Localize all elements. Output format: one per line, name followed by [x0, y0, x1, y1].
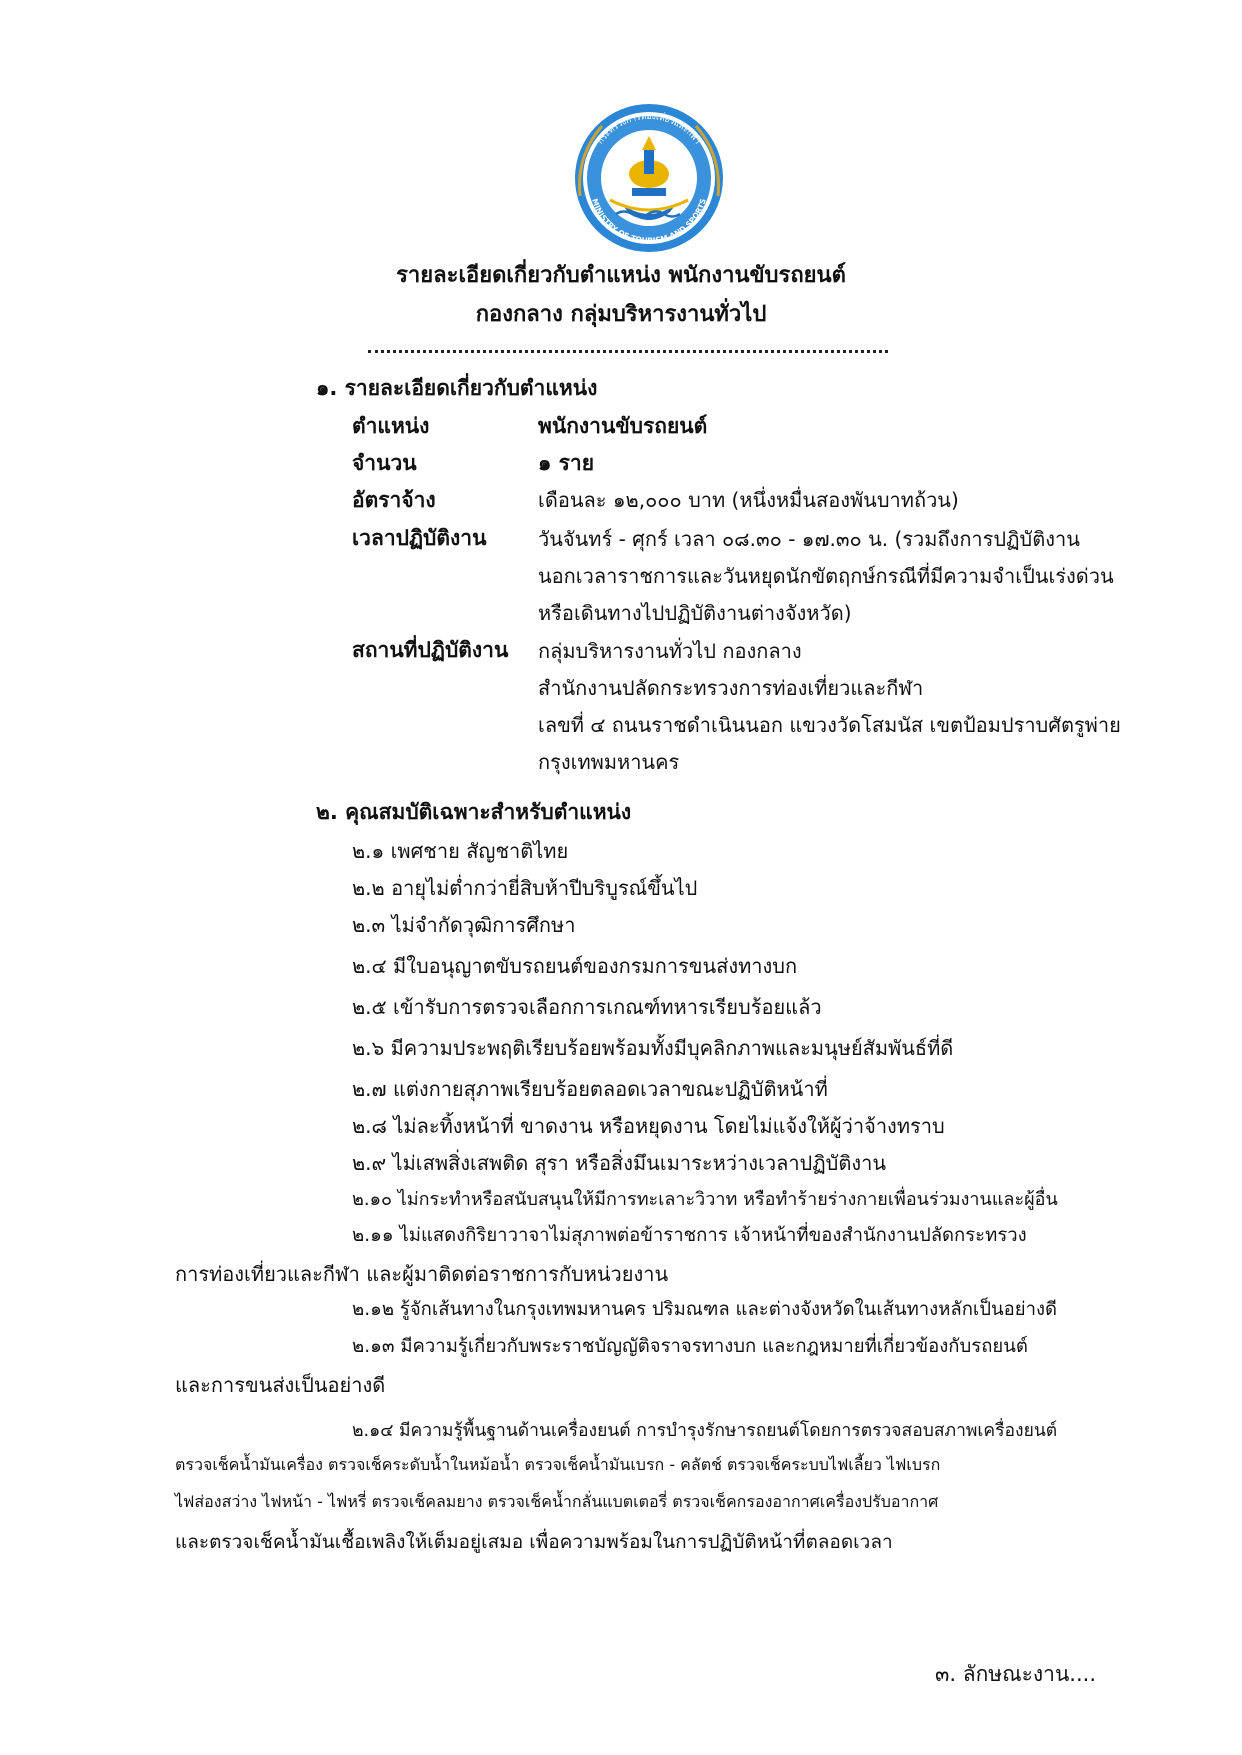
qualification-item: ๒.๑๒ รู้จักเส้นทางในกรุงเทพมหานคร ปริมณฑล และต่างจังหวัดในเส้นทางหลักเป็นอย่างดี [352, 1299, 1058, 1320]
qualification-item: ๒.๑๐ ไม่กระทำหรือสนับสนุนให้มีการทะเลาะวิวาท หรือทำร้ายร่างกายเพื่อนร่วมงานและผู้อื่น [352, 1189, 1058, 1210]
location-line: เลขที่ ๔ ถนนราชดำเนินนอก แขวงวัดโสมนัส เขตป้อมปราบศัตรูพ่าย [538, 713, 1121, 737]
wage-label: อัตราจ้าง [352, 488, 436, 512]
qualification-item: ๒.๓ ไม่จำกัดวุฒิการศึกษา [352, 913, 576, 937]
count-label: จำนวน [352, 451, 417, 475]
position-label: ตำแหน่ง [352, 414, 430, 438]
qualification-item: ๒.๗ แต่งกายสุภาพเรียบร้อยตลอดเวลาขณะปฏิบัติหน้าที่ [352, 1077, 828, 1101]
count-value: ๑ ราย [538, 451, 595, 475]
page-subtitle: กองกลาง กลุ่มบริหารงานทั่วไป [475, 302, 767, 327]
qualification-item-continued: และตรวจเช็คน้ำมันเชื้อเพลิงให้เต็มอยู่เสมอ เพื่อความพร้อมในการปฏิบัติหน้าที่ตลอดเวลา [175, 1531, 893, 1553]
qualification-item-continued: การท่องเที่ยวและกีฬา และผู้มาติดต่อราชการกับหน่วยงาน [175, 1262, 669, 1286]
qualification-item: ๒.๘ ไม่ละทิ้งหน้าที่ ขาดงาน หรือหยุดงาน โดยไม่แจ้งให้ผู้ว่าจ้างทราบ [352, 1114, 945, 1138]
continuation-marker: ๓. ลักษณะงาน.... [935, 1662, 1096, 1686]
page-title: รายละเอียดเกี่ยวกับตำแหน่ง พนักงานขับรถยนต์ [396, 263, 846, 288]
position-value: พนักงานขับรถยนต์ [538, 414, 708, 438]
qualification-item: ๒.๕ เข้ารับการตรวจเลือกการเกณฑ์ทหารเรียบร้อยแล้ว [352, 995, 822, 1019]
location-line: สำนักงานปลัดกระทรวงการท่องเที่ยวและกีฬา [538, 676, 924, 700]
logo-arc-text: กระทรวงการท่องเที่ยวและกีฬา [595, 111, 703, 147]
qualification-item: ๒.๔ มีใบอนุญาตขับรถยนต์ของกรมการขนส่งทางบก [352, 954, 798, 978]
section2-heading: ๒. คุณสมบัติเฉพาะสำหรับตำแหน่ง [316, 800, 632, 824]
qualification-item: ๒.๙ ไม่เสพสิ่งเสพติด สุรา หรือสิ่งมึนเมาระหว่างเวลาปฏิบัติงาน [352, 1151, 887, 1175]
qualification-item-continued: ตรวจเช็คน้ำมันเครื่อง ตรวจเช็คระดับน้ำในหม้อน้ำ ตรวจเช็คน้ำมันเบรก - คลัตช์ ตรวจเช็คระบบไฟเลี้ยว ไฟเบรก [175, 1455, 941, 1474]
wage-value: เดือนละ ๑๒,๐๐๐ บาท (หนึ่งหมื่นสองพันบาทถ้วน) [538, 488, 959, 512]
qualification-item-continued: และการขนส่งเป็นอย่างดี [175, 1373, 386, 1397]
hours-line: วันจันทร์ - ศุกร์ เวลา ๐๘.๓๐ - ๑๗.๓๐ น. (รวมถึงการปฏิบัติงาน [538, 527, 1080, 551]
dotted-divider [368, 340, 888, 353]
hours-line: หรือเดินทางไปปฏิบัติงานต่างจังหวัด) [538, 601, 852, 625]
qualification-item: ๒.๖ มีความประพฤติเรียบร้อยพร้อมทั้งมีบุคลิกภาพและมนุษย์สัมพันธ์ที่ดี [352, 1036, 954, 1060]
qualification-item: ๒.๒ อายุไม่ต่ำกว่ายี่สิบห้าปีบริบูรณ์ขึ้นไป [352, 876, 698, 900]
location-line: กรุงเทพมหานคร [538, 750, 680, 774]
qualification-item-continued: ไฟส่องสว่าง ไฟหน้า - ไฟหรี่ ตรวจเช็คลมยาง ตรวจเช็คน้ำกลั่นแบตเตอรี่ ตรวจเช็คกรองอากาศเครื่องปรับอากาศ [175, 1492, 939, 1511]
hours-label: เวลาปฏิบัติงาน [352, 526, 487, 550]
section1-heading: ๑. รายละเอียดเกี่ยวกับตำแหน่ง [316, 376, 598, 400]
qualification-item: ๒.๑๓ มีความรู้เกี่ยวกับพระราชบัญญัติจราจรทางบก และกฎหมายที่เกี่ยวข้องกับรถยนต์ [352, 1336, 1028, 1357]
qualification-item: ๒.๑๔ มีความรู้พื้นฐานด้านเครื่องยนต์ การบำรุงรักษารถยนต์โดยการตรวจสอบสภาพเครื่องยนต์ [352, 1421, 1058, 1441]
location-label: สถานที่ปฏิบัติงาน [352, 638, 509, 662]
hours-line: นอกเวลาราชการและวันหยุดนักขัตฤกษ์กรณีที่มีความจำเป็นเร่งด่วน [538, 564, 1114, 588]
location-line: กลุ่มบริหารงานทั่วไป กองกลาง [538, 639, 802, 663]
qualification-item: ๒.๑๑ ไม่แสดงกิริยาวาจาไม่สุภาพต่อข้าราชการ เจ้าหน้าที่ของสำนักงานปลัดกระทรวง [352, 1225, 1027, 1246]
qualification-item: ๒.๑ เพศชาย สัญชาติไทย [352, 839, 569, 863]
logo-bottom-text: MINISTRY OF TOURISM AND SPORTS [590, 197, 708, 246]
ministry-logo [572, 96, 726, 264]
